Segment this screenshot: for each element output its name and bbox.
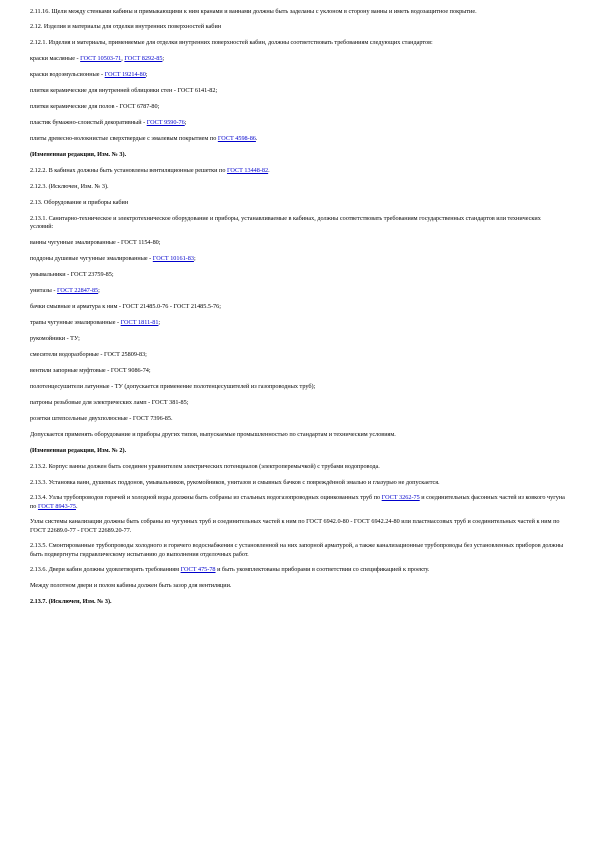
paragraph-2-13-7: 2.13.7. (Исключен, Изм. № 3). (30, 597, 112, 605)
list-item-text: трапы чугунные эмалированные - (30, 318, 121, 326)
gost-link[interactable]: ГОСТ 1811-81 (120, 318, 159, 326)
list-item-valves: вентили запорные муфтовые - ГОСТ 9086-74; (30, 366, 151, 374)
list-item-text: пластик бумажно-слоистый декоративный - (30, 118, 147, 126)
list-item-wall-tiles: плитки керамические для внутренней облицовки стен - ГОСТ 6141-82; (30, 86, 218, 94)
list-item-towel-dryers: полотенцесушители латунные - ТУ (допускается применение полотенцесушителей из газопроводных труб); (30, 382, 316, 390)
list-item-power-sockets: розетки штепсельные двухполюсные - ГОСТ 7396-85. (30, 414, 173, 422)
gost-link[interactable]: ГОСТ 8943-75 (37, 502, 76, 510)
list-item-text: , (121, 54, 125, 62)
list-item-text: ; (158, 318, 161, 326)
gost-link[interactable]: ГОСТ 19214-80 (104, 70, 146, 78)
paragraph-text: и быть укомплектованы приборами в соответствии со спецификацией к проекту. (215, 566, 430, 574)
gost-link[interactable]: ГОСТ 13448-82 (226, 166, 269, 174)
paragraph-2-12-1: 2.12.1. Изделия и материалы, применяемые для отделки внутренних поверхностей кабин, должны соответствовать требованиям следующих стандартов: (30, 39, 433, 47)
paragraph-2-13-6 (30, 566, 565, 575)
document-page (30, 8, 565, 614)
list-item-text: плиты древесно-волокнистые сверхтвердые с эмалевым покрытием по (30, 134, 218, 142)
paragraph-2-13-3: 2.13.3. Установка ванн, душевых поддонов, умывальников, рукомойников, унитазов и смывных бачков с повреждённой эмалью и глазурью не допускается. (30, 478, 440, 486)
list-item-toilets (30, 287, 565, 296)
list-item-bathtubs: ванны чугунные эмалированные - ГОСТ 1154-80; (30, 238, 161, 246)
paragraph-text: . (268, 166, 270, 174)
list-item-lamp-sockets: патроны резьбовые для электрических ламп - ГОСТ 381-85; (30, 398, 189, 406)
list-item-text: краски масляные - (30, 54, 81, 62)
list-item-handwash-basins: рукомойники - ТУ; (30, 334, 80, 342)
section-heading-2-12: 2.12. Изделия и материалы для отделки внутренних поверхностей кабин (30, 23, 222, 31)
list-item-mixers: смесители водоразборные - ГОСТ 25809-83; (30, 350, 147, 358)
paragraph-other-equipment: Допускается применять оборудование и приборы других типов, выпускаемые промышленностью по стандартам и техническим условиям. (30, 430, 396, 438)
list-item-flush-tanks: бачки смывные и арматура к ним - ГОСТ 21485.0-76 - ГОСТ 21485.5-76; (30, 302, 221, 310)
list-item-shower-trays (30, 255, 565, 264)
paragraph-text: 2.13.4. Узлы трубопроводов горячей и холодной воды должны быть собраны из стальных водогазопроводных оцинкованных труб по (30, 494, 382, 502)
list-item-text: поддоны душевые чугунные эмалированные - (30, 254, 153, 262)
paragraph-2-13-4 (30, 494, 565, 511)
paragraph-2-12-2 (30, 167, 565, 176)
gost-link[interactable]: ГОСТ 475-78 (180, 566, 216, 574)
gost-link[interactable]: ГОСТ 4598-86 (217, 134, 256, 142)
gost-link[interactable]: ГОСТ 10503-71 (80, 54, 122, 62)
list-item-oil-paints (30, 55, 565, 64)
list-item-text: ; (98, 286, 100, 294)
list-item-emulsion-paints (30, 71, 565, 80)
paragraph-2-13-2: 2.13.2. Корпус ванны должен быть соединен уравнителем электрических потенциалов (электроперемычкой) с трубами водопровода. (30, 462, 380, 470)
list-item-fiberboard (30, 135, 565, 144)
paragraph-text: . (76, 502, 78, 510)
paragraph-2-13-1: 2.13.1. Санитарно-техническое и электротехническое оборудование и приборы, устанавливаемые в кабинах, должны соответствовать требованиям государственных стандартов или технических условий: (30, 214, 541, 231)
list-item-text: ; (184, 118, 187, 126)
list-item-washbasins: умывальники - ГОСТ 23759-85; (30, 270, 114, 278)
gost-link[interactable]: ГОСТ 9590-76 (146, 118, 185, 126)
paragraph-text: 2.13.6. Двери кабин должны удовлетворять требованиям (30, 566, 181, 574)
list-item-floor-tiles: плитки керамические для полов - ГОСТ 6787-80; (30, 102, 160, 110)
list-item-text: унитазы - (30, 286, 57, 294)
list-item-text: краски водоэмульсионные - (30, 70, 105, 78)
gost-link[interactable]: ГОСТ 3262-75 (381, 494, 420, 502)
paragraph-2-13-5: 2.13.5. Смонтированные трубопроводы холодного и горячего водоснабжения с установленной на них запорной арматурой, а также канализационные трубопроводы без установленных приборов должны быть подвергнуты гидравлическому испытанию до выполнения отделочных работ. (30, 542, 564, 558)
paragraph-text: и соединительных фасонных частей из ковкого чугуна по (30, 494, 565, 510)
paragraph-text: 2.12.2. В кабинах должны быть установлены вентиляционные решетки по (30, 166, 227, 174)
paragraph-door-gap: Между полотном двери и полом кабины должен быть зазор для вентиляции. (30, 581, 232, 589)
paragraph-2-12-3: 2.12.3. (Исключен, Изм. № 3). (30, 182, 109, 190)
gost-link[interactable]: ГОСТ 22847-85 (57, 286, 99, 294)
list-item-laminate (30, 119, 565, 128)
section-heading-2-13: 2.13. Оборудование и приборы кабин (30, 198, 129, 206)
list-item-drains (30, 319, 565, 328)
gost-link[interactable]: ГОСТ 8292-85 (124, 54, 163, 62)
list-item-text: . (255, 134, 258, 142)
paragraph-sewage-system: Узлы системы канализации должны быть собраны из чугунных труб и соединительных частей к ним по ГОСТ 6942.0-80 - ГОСТ 6942.24-80 или пластмассовых труб и соединительных частей к ним по ГОСТ 22689.0-77 - ГОСТ 22689.20-77. (30, 518, 560, 534)
list-item-text: ; (193, 254, 196, 262)
list-item-text: ; (162, 54, 165, 62)
paragraph-2-11-16: 2.11.16. Щели между стенками кабины и примыкающими к ним кранами и ваннами должны быть заделаны с уклоном в сторону ванны и иметь водозащитное покрытие. (30, 8, 477, 15)
list-item-text: ; (145, 70, 148, 78)
amendment-note: (Измененная редакция, Изм. № 2). (30, 446, 127, 454)
gost-link[interactable]: ГОСТ 10161-83 (152, 254, 194, 262)
amendment-note: (Измененная редакция, Изм. № 3). (30, 150, 127, 158)
